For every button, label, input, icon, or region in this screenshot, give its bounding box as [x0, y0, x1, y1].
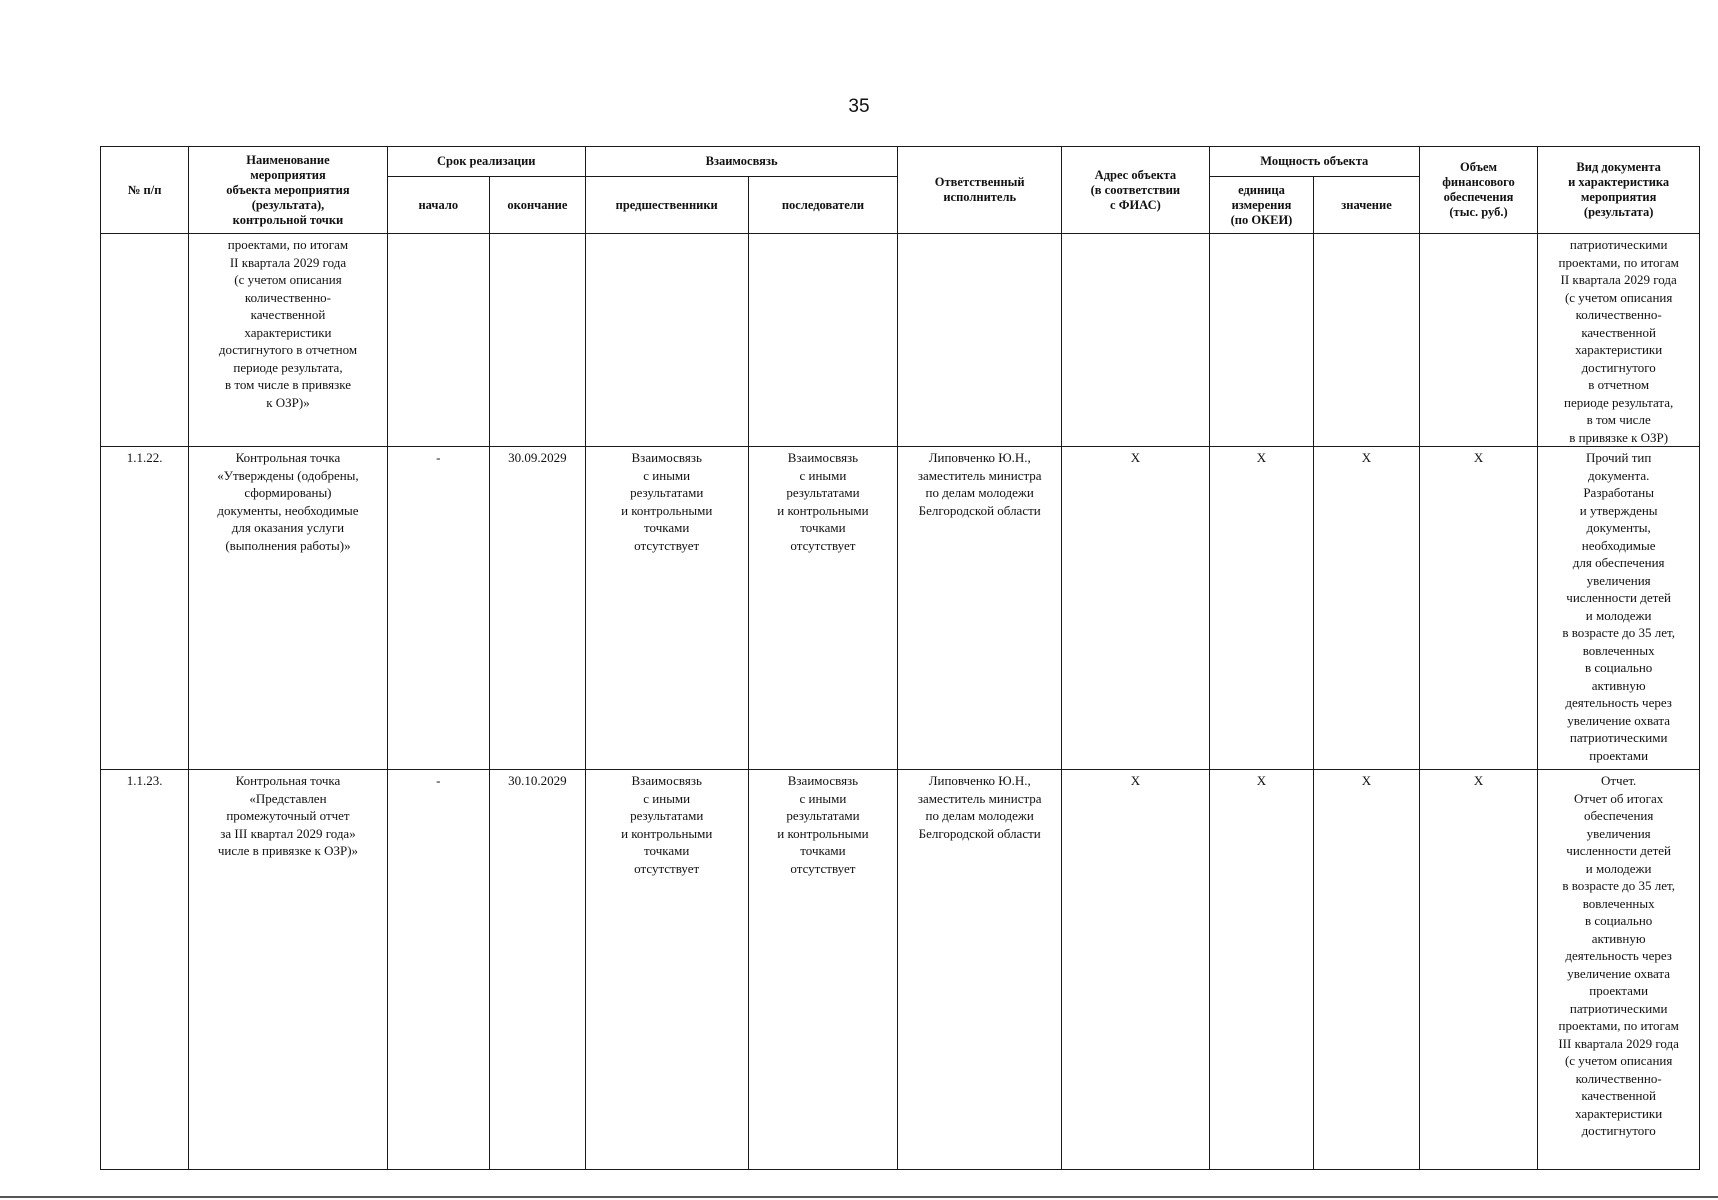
- cell-end: 30.10.2029: [489, 770, 585, 1170]
- cell-start: [387, 234, 489, 447]
- header-executor: Ответственный исполнитель: [898, 147, 1062, 234]
- cell-unit: Х: [1209, 447, 1314, 770]
- cell-doc: Прочий тип документа. Разработаны и утверждены документы, необходимые для обеспечения увеличения численности детей и молодежи в возрасте до 35 лет, вовлеченных в социально активную деятельность через увеличение охвата патриотическими проектами: [1538, 447, 1700, 770]
- cell-successors: [748, 234, 898, 447]
- header-num: № п/п: [101, 147, 189, 234]
- header-predecessors: предшественники: [585, 177, 748, 234]
- cell-num: 1.1.22.: [101, 447, 189, 770]
- table-row: [101, 770, 1700, 1170]
- cell-start: -: [387, 447, 489, 770]
- cell-executor: [898, 234, 1062, 447]
- header-row-1: [101, 147, 1700, 177]
- header-value: значение: [1314, 177, 1420, 234]
- header-capacity: Мощность объекта: [1209, 147, 1419, 177]
- cell-predecessors: Взаимосвязь с иными результатами и контрольными точками отсутствует: [585, 770, 748, 1170]
- header-successors: последователи: [748, 177, 898, 234]
- cell-predecessors: [585, 234, 748, 447]
- cell-finance: Х: [1419, 770, 1538, 1170]
- cell-address: [1062, 234, 1210, 447]
- cell-value: Х: [1314, 770, 1420, 1170]
- scan-edge-line: [0, 1196, 1718, 1198]
- cell-predecessors: Взаимосвязь с иными результатами и контрольными точками отсутствует: [585, 447, 748, 770]
- header-doc-type: Вид документа и характеристика мероприятия (результата): [1538, 147, 1700, 234]
- header-term-start: начало: [387, 177, 489, 234]
- cell-successors: Взаимосвязь с иными результатами и контрольными точками отсутствует: [748, 770, 898, 1170]
- cell-end: 30.09.2029: [489, 447, 585, 770]
- plan-table: [100, 146, 1700, 1170]
- cell-num: [101, 234, 189, 447]
- cell-value: Х: [1314, 447, 1420, 770]
- page-number: 35: [848, 96, 870, 117]
- cell-name: Контрольная точка «Утверждены (одобрены, сформированы) документы, необходимые для оказания услуги (выполнения работы)»: [189, 447, 387, 770]
- cell-finance: Х: [1419, 447, 1538, 770]
- header-relation: Взаимосвязь: [585, 147, 897, 177]
- header-unit: единица измерения (по ОКЕИ): [1209, 177, 1314, 234]
- cell-doc: патриотическими проектами, по итогам II квартала 2029 года (с учетом описания количественно- качественной характеристики достигнутого в отчетном периоде результата, в том числе в привязке к ОЗР): [1538, 234, 1700, 447]
- cell-end: [489, 234, 585, 447]
- cell-unit: Х: [1209, 770, 1314, 1170]
- cell-start: -: [387, 770, 489, 1170]
- cell-num: 1.1.23.: [101, 770, 189, 1170]
- cell-address: Х: [1062, 447, 1210, 770]
- plan-table-sheet: [100, 146, 1700, 1153]
- table-row: [101, 447, 1700, 770]
- header-term-end: окончание: [489, 177, 585, 234]
- cell-executor: Липовченко Ю.Н., заместитель министра по делам молодежи Белгородской области: [898, 770, 1062, 1170]
- cell-doc: Отчет. Отчет об итогах обеспечения увеличения численности детей и молодежи в возрасте до 35 лет, вовлеченных в социально активную деятельность через увеличение охвата проектами патриотическими проектами, по итогам III квартала 2029 года (с учетом описания количественно- качественной характеристики достигнутого: [1538, 770, 1700, 1170]
- cell-value: [1314, 234, 1420, 447]
- header-finance: Объем финансового обеспечения (тыс. руб.): [1419, 147, 1538, 234]
- cell-address: Х: [1062, 770, 1210, 1170]
- cell-executor: Липовченко Ю.Н., заместитель министра по делам молодежи Белгородской области: [898, 447, 1062, 770]
- cell-successors: Взаимосвязь с иными результатами и контрольными точками отсутствует: [748, 447, 898, 770]
- header-name: Наименование мероприятия объекта мероприятия (результата), контрольной точки: [189, 147, 387, 234]
- table-row: [101, 234, 1700, 447]
- header-address: Адрес объекта (в соответствии с ФИАС): [1062, 147, 1210, 234]
- header-term: Срок реализации: [387, 147, 585, 177]
- cell-name: Контрольная точка «Представлен промежуточный отчет за III квартал 2029 года» числе в привязке к ОЗР)»: [189, 770, 387, 1170]
- cell-name: проектами, по итогам II квартала 2029 года (с учетом описания количественно- качественной характеристики достигнутого в отчетном периоде результата, в том числе в привязке к ОЗР)»: [189, 234, 387, 447]
- cell-finance: [1419, 234, 1538, 447]
- cell-unit: [1209, 234, 1314, 447]
